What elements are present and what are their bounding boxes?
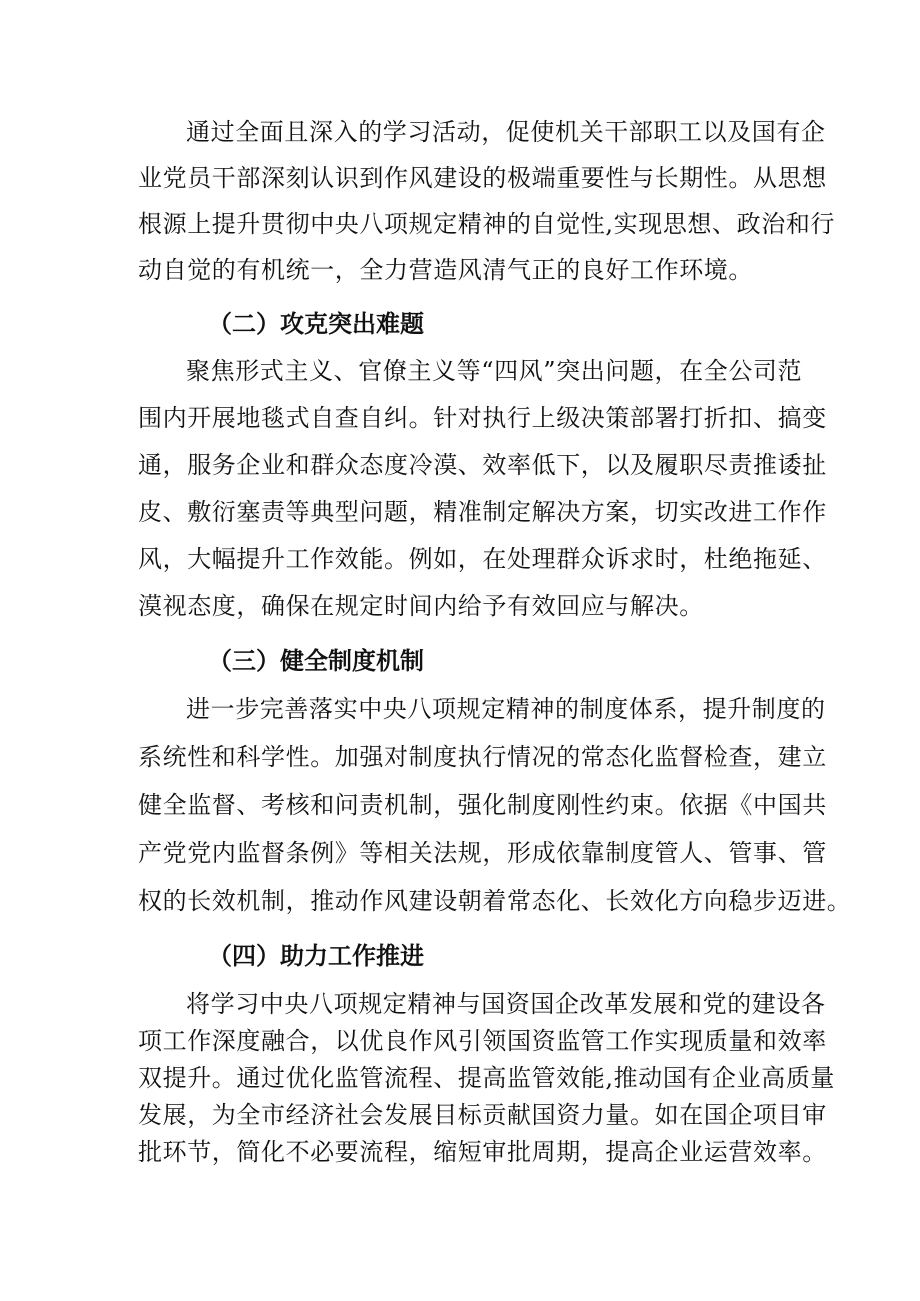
paragraph-line: 健全监督、考核和问责机制，强化制度刚性约束。依据《中国共 [138, 791, 827, 819]
paragraph-line: 产党党内监督条例》等相关法规，形成依靠制度管人、管事、管 [138, 839, 827, 867]
paragraph-line: 通，服务企业和群众态度冷漠、效率低下，以及履职尽责推诿扯 [138, 451, 827, 479]
paragraph-line: 进一步完善落实中央八项规定精神的制度体系，提升制度的 [186, 695, 826, 723]
paragraph-line: 漠视态度，确保在规定时间内给予有效回应与解决。 [138, 592, 704, 620]
paragraph-line: 围内开展地毯式自查自纠。针对执行上级决策部署打折扣、搞变 [138, 404, 827, 432]
paragraph-line: 风，大幅提升工作效能。例如，在处理群众诉求时，杜绝拖延、 [138, 545, 827, 573]
paragraph-line: 权的长效机制，推动作风建设朝着常态化、长效化方向稳步迈进。 [138, 887, 852, 915]
section-heading: （四）助力工作推进 [208, 942, 424, 970]
paragraph-line: 发展，为全市经济社会发展目标贡献国资力量。如在国企项目审 [138, 1101, 827, 1129]
paragraph-line: 业党员干部深刻认识到作风建设的极端重要性与长期性。从思想 [138, 164, 827, 192]
paragraph-line: 聚焦形式主义、官僚主义等“四风”突出问题，在全公司范 [186, 357, 803, 385]
paragraph-line: 皮、敷衍塞责等典型问题，精准制定解决方案，切实改进工作作 [138, 498, 827, 526]
paragraph-line: 双提升。通过优化监管流程、提高监管效能,推动国有企业高质量 [138, 1064, 836, 1092]
paragraph-line: 将学习中央八项规定精神与国资国企改革发展和党的建设各 [186, 990, 826, 1018]
paragraph-line: 动自觉的有机统一，全力营造风清气正的良好工作环境。 [138, 256, 753, 284]
paragraph-line: 项工作深度融合，以优良作风引领国资监管工作实现质量和效率 [138, 1027, 827, 1055]
paragraph-line: 根源上提升贯彻中央八项规定精神的自觉性,实现思想、政治和行 [138, 210, 836, 238]
section-heading: （三）健全制度机制 [208, 647, 424, 675]
paragraph-line: 批环节，简化不必要流程，缩短审批周期，提高企业运营效率。 [138, 1138, 827, 1166]
section-heading: （二）攻克突出难题 [208, 310, 424, 338]
paragraph-line: 系统性和科学性。加强对制度执行情况的常态化监督检查，建立 [138, 743, 827, 771]
paragraph-line: 通过全面且深入的学习活动，促使机关干部职工以及国有企 [186, 118, 826, 146]
